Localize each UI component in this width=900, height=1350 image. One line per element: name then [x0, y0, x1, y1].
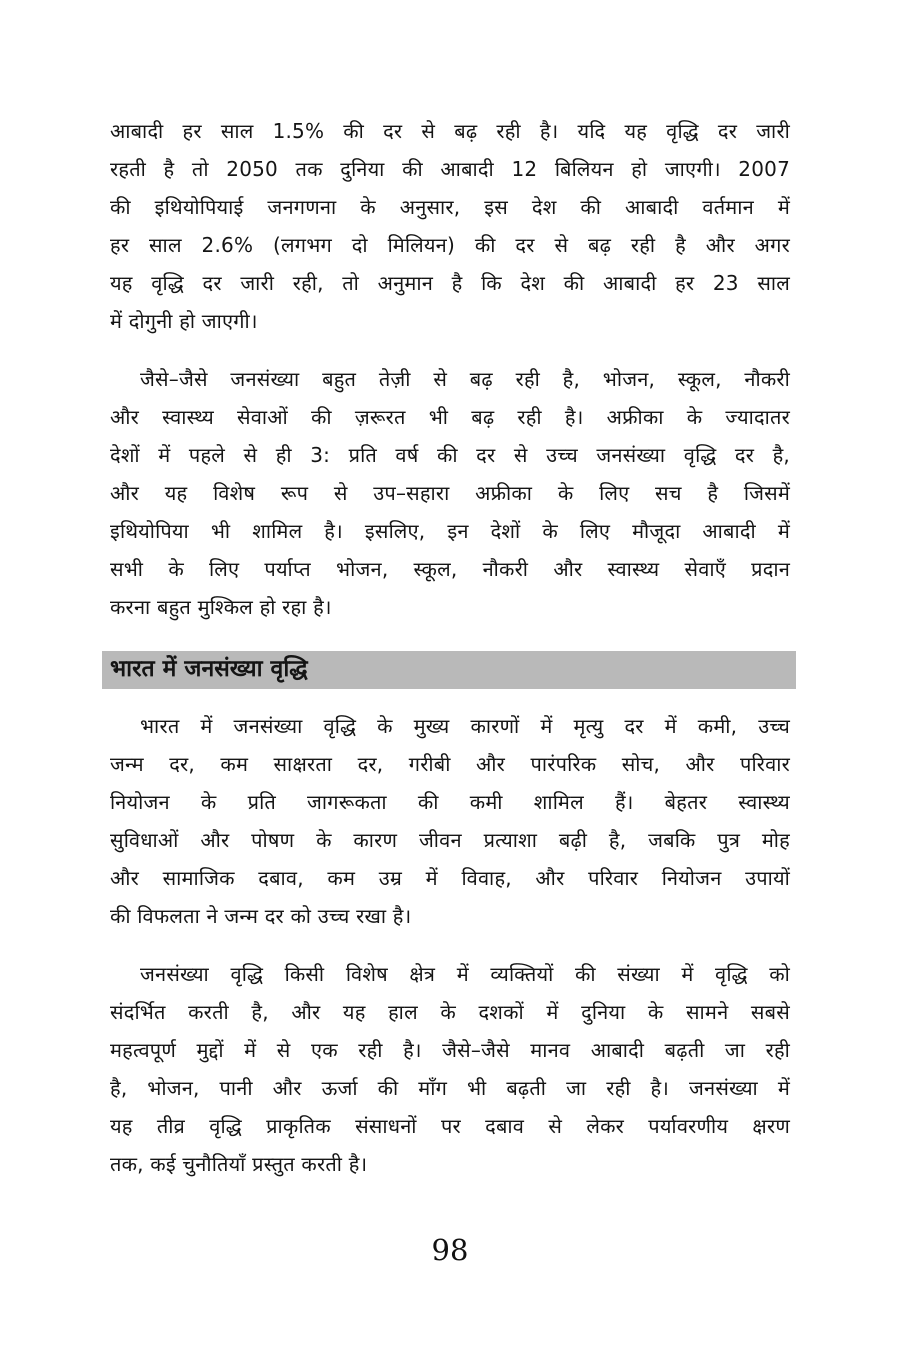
text-line: जनसंख्या वृद्धि किसी विशेष क्षेत्र में व्यक्तियों की संख्या में वृद्धि को: [140, 962, 790, 986]
text-line: आबादी हर साल 1.5% की दर से बढ़ रही है। यदि यह वृद्धि दर जारी: [110, 119, 790, 143]
text-line: रहती है तो 2050 तक दुनिया की आबादी 12 बिलियन हो जाएगी। 2007: [110, 157, 790, 181]
text-line: यह वृद्धि दर जारी रही, तो अनुमान है कि देश की आबादी हर 23 साल: [110, 271, 790, 295]
page-number: 98: [431, 1233, 469, 1267]
paragraph-africa-growth: [110, 360, 790, 626]
text-line: जन्म दर, कम साक्षरता दर, गरीबी और पारंपरिक सोच, और परिवार: [110, 752, 790, 776]
text-line: जैसे–जैसे जनसंख्या बहुत तेज़ी से बढ़ रही है, भोजन, स्कूल, नौकरी: [140, 367, 790, 391]
text-line: महत्वपूर्ण मुद्दों में से एक रही है। जैसे–जैसे मानव आबादी बढ़ती जा रही: [110, 1038, 790, 1062]
paragraph-growth-definition: [110, 955, 790, 1183]
text-line: सभी के लिए पर्याप्त भोजन, स्कूल, नौकरी और स्वास्थ्य सेवाएँ प्रदान: [110, 557, 790, 581]
section-heading-india-population-growth: भारत में जनसंख्या वृद्धि: [102, 651, 796, 689]
text-line: की विफलता ने जन्म दर को उच्च रखा है।: [110, 904, 412, 928]
text-line: और स्वास्थ्य सेवाओं की ज़रूरत भी बढ़ रही है। अफ्रीका के ज्यादातर: [110, 405, 790, 429]
text-line: सुविधाओं और पोषण के कारण जीवन प्रत्याशा बढ़ी है, जबकि पुत्र मोह: [110, 828, 790, 852]
text-line: भारत में जनसंख्या वृद्धि के मुख्य कारणों में मृत्यु दर में कमी, उच्च: [140, 714, 790, 738]
text-line: इथियोपिया भी शामिल है। इसलिए, इन देशों के लिए मौजूदा आबादी में: [110, 519, 790, 543]
text-line: देशों में पहले से ही 3: प्रति वर्ष की दर से उच्च जनसंख्या वृद्धि दर है,: [110, 443, 790, 467]
text-line: तक, कई चुनौतियाँ प्रस्तुत करती है।: [110, 1152, 368, 1176]
text-line: यह तीव्र वृद्धि प्राकृतिक संसाधनों पर दबाव से लेकर पर्यावरणीय क्षरण: [110, 1114, 790, 1138]
text-line: करना बहुत मुश्किल हो रहा है।: [110, 595, 332, 619]
text-line: में दोगुनी हो जाएगी।: [110, 309, 258, 333]
text-line: और यह विशेष रूप से उप–सहारा अफ्रीका के लिए सच है जिसमें: [110, 481, 790, 505]
text-line: है, भोजन, पानी और ऊर्जा की माँग भी बढ़ती जा रही है। जनसंख्या में: [110, 1076, 790, 1100]
text-line: की इथियोपियाई जनगणना के अनुसार, इस देश की आबादी वर्तमान में: [110, 195, 790, 219]
text-line: नियोजन के प्रति जागरूकता की कमी शामिल हैं। बेहतर स्वास्थ्य: [110, 790, 790, 814]
paragraph-population-growth-rate: [110, 112, 790, 340]
text-line: और सामाजिक दबाव, कम उम्र में विवाह, और परिवार नियोजन उपायों: [110, 866, 790, 890]
text-line: संदर्भित करती है, और यह हाल के दशकों में दुनिया के सामने सबसे: [110, 1000, 790, 1024]
paragraph-india-causes: [110, 707, 790, 935]
text-line: हर साल 2.6% (लगभग दो मिलियन) की दर से बढ़ रही है और अगर: [110, 233, 790, 257]
text-column: [110, 112, 790, 1203]
